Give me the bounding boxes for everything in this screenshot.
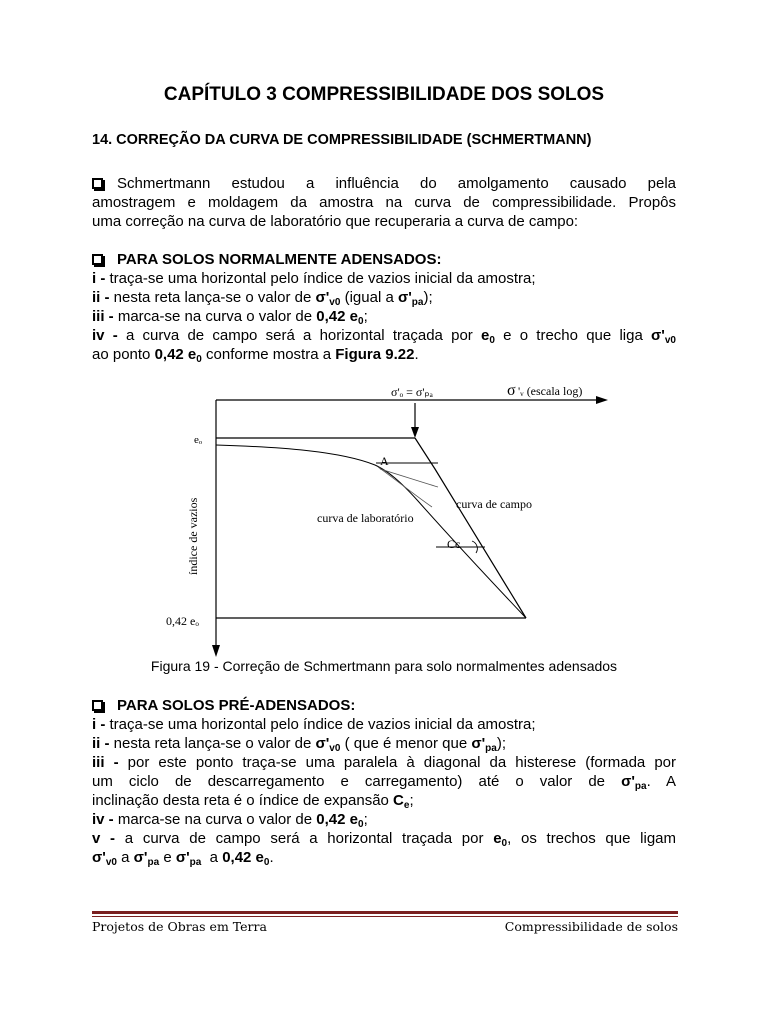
footer-rule-thin [92, 916, 678, 917]
chapter-title: CAPÍTULO 3 COMPRESSIBILIDADE DOS SOLOS [163, 84, 605, 105]
pa-heading: PARA SOLOS PRÉ-ADENSADOS: [92, 696, 676, 715]
pa-step-i: i - traça-se uma horizontal pelo índice de vazios inicial da amostra; [92, 716, 536, 733]
x-axis-arrow-icon [596, 396, 608, 404]
lab-curve [216, 445, 526, 618]
y-axis-arrow-icon [212, 645, 220, 657]
pa-step-iv: iv - marca-se na curva o valor de 0,42 $e_0$; [92, 811, 368, 830]
checkbox-bullet-icon [92, 700, 103, 711]
na-step-iv-line2: ao ponto 0,42 $e_0$ conforme mostra a Figura 9.22. [92, 346, 419, 365]
hysteresis-line [378, 467, 432, 507]
intro-paragraph [92, 174, 676, 231]
na-step-ii: ii - nesta reta lança-se o valor de $\sigma'_{v0}$ (igual a $\sigma'_{pa}$); [92, 289, 433, 308]
intro-line-3: uma correção na curva de laboratório que recuperaria a curva de campo: [92, 213, 579, 230]
footer-rule [92, 911, 678, 914]
top-sigma-label: σ'ₒ = σ'ₚₐ [391, 385, 433, 399]
pa-section [92, 696, 676, 867]
footer-left: Projetos de Obras em Terra [92, 919, 267, 934]
intro-line-1: Schmertmann estudou a influência do amolgamento causado pela [92, 174, 676, 193]
point-a-label: A [380, 454, 389, 468]
cc-label: Cc [447, 537, 461, 551]
na-heading: PARA SOLOS NORMALMENTE ADENSADOS: [92, 250, 676, 269]
hysteresis-line-2 [380, 469, 438, 487]
na-section [92, 250, 676, 364]
x-axis-symbol: σ [507, 382, 516, 399]
footer-right: Compressibilidade de solos [504, 919, 678, 934]
pa-step-iii-line1: iii - por este ponto traça-se uma paralela à diagonal da histerese (formada por [92, 754, 677, 771]
checkbox-bullet-icon [92, 254, 103, 265]
intro-line-2: amostragem e moldagem da amostra na curva de compressibilidade. Propôs [92, 194, 676, 211]
y-axis-label: índice de vazios [186, 497, 200, 575]
pa-step-iii-line2: um ciclo de descarregamento e carregamento) até o valor de $\sigma'_{pa}$. A [92, 773, 676, 792]
x-axis-label: 'ᵥ (escala log) [518, 384, 583, 398]
na-step-i: i - traça-se uma horizontal pelo índice de vazios inicial da amostra; [92, 270, 536, 287]
e0-label: eₒ [194, 434, 203, 446]
pa-step-v-line2: $\sigma'_{v0}$ a $\sigma'_{pa}$ e $\sigma'_{pa}$ a 0,42 $e_0$. [92, 849, 274, 868]
e042-label: 0,42 eₒ [166, 614, 199, 628]
field-curve [415, 438, 526, 618]
pa-step-ii: ii - nesta reta lança-se o valor de $\sigma'_{v0}$ ( que é menor que $\sigma'_{pa}$); [92, 735, 507, 754]
figure-caption: Figura 19 - Correção de Schmertmann para solo normalmentes adensados [150, 658, 618, 674]
na-step-iii: iii - marca-se na curva o valor de 0,42 $e_0$; [92, 308, 368, 327]
sigma-p-arrow-icon [411, 427, 419, 438]
na-step-iv-line1: iv - a curva de campo será a horizontal traçada por $e_0$ e o trecho que liga $\sigma'_{v0}$ [92, 327, 676, 346]
field-curve-label: curva de campo [456, 497, 532, 511]
pa-step-v-line1: v - a curva de campo será a horizontal traçada por $e_0$, os trechos que ligam [92, 830, 677, 849]
checkbox-bullet-icon [92, 178, 103, 189]
lab-curve-label: curva de laboratório [317, 511, 414, 525]
section-title: 14. CORREÇÃO DA CURVA DE COMPRESSIBILIDADE (SCHMERTMANN) [92, 132, 592, 148]
pa-step-iii-line3: inclinação desta reta é o índice de expansão $C_e$; [92, 792, 414, 811]
schmertmann-figure [150, 375, 610, 660]
